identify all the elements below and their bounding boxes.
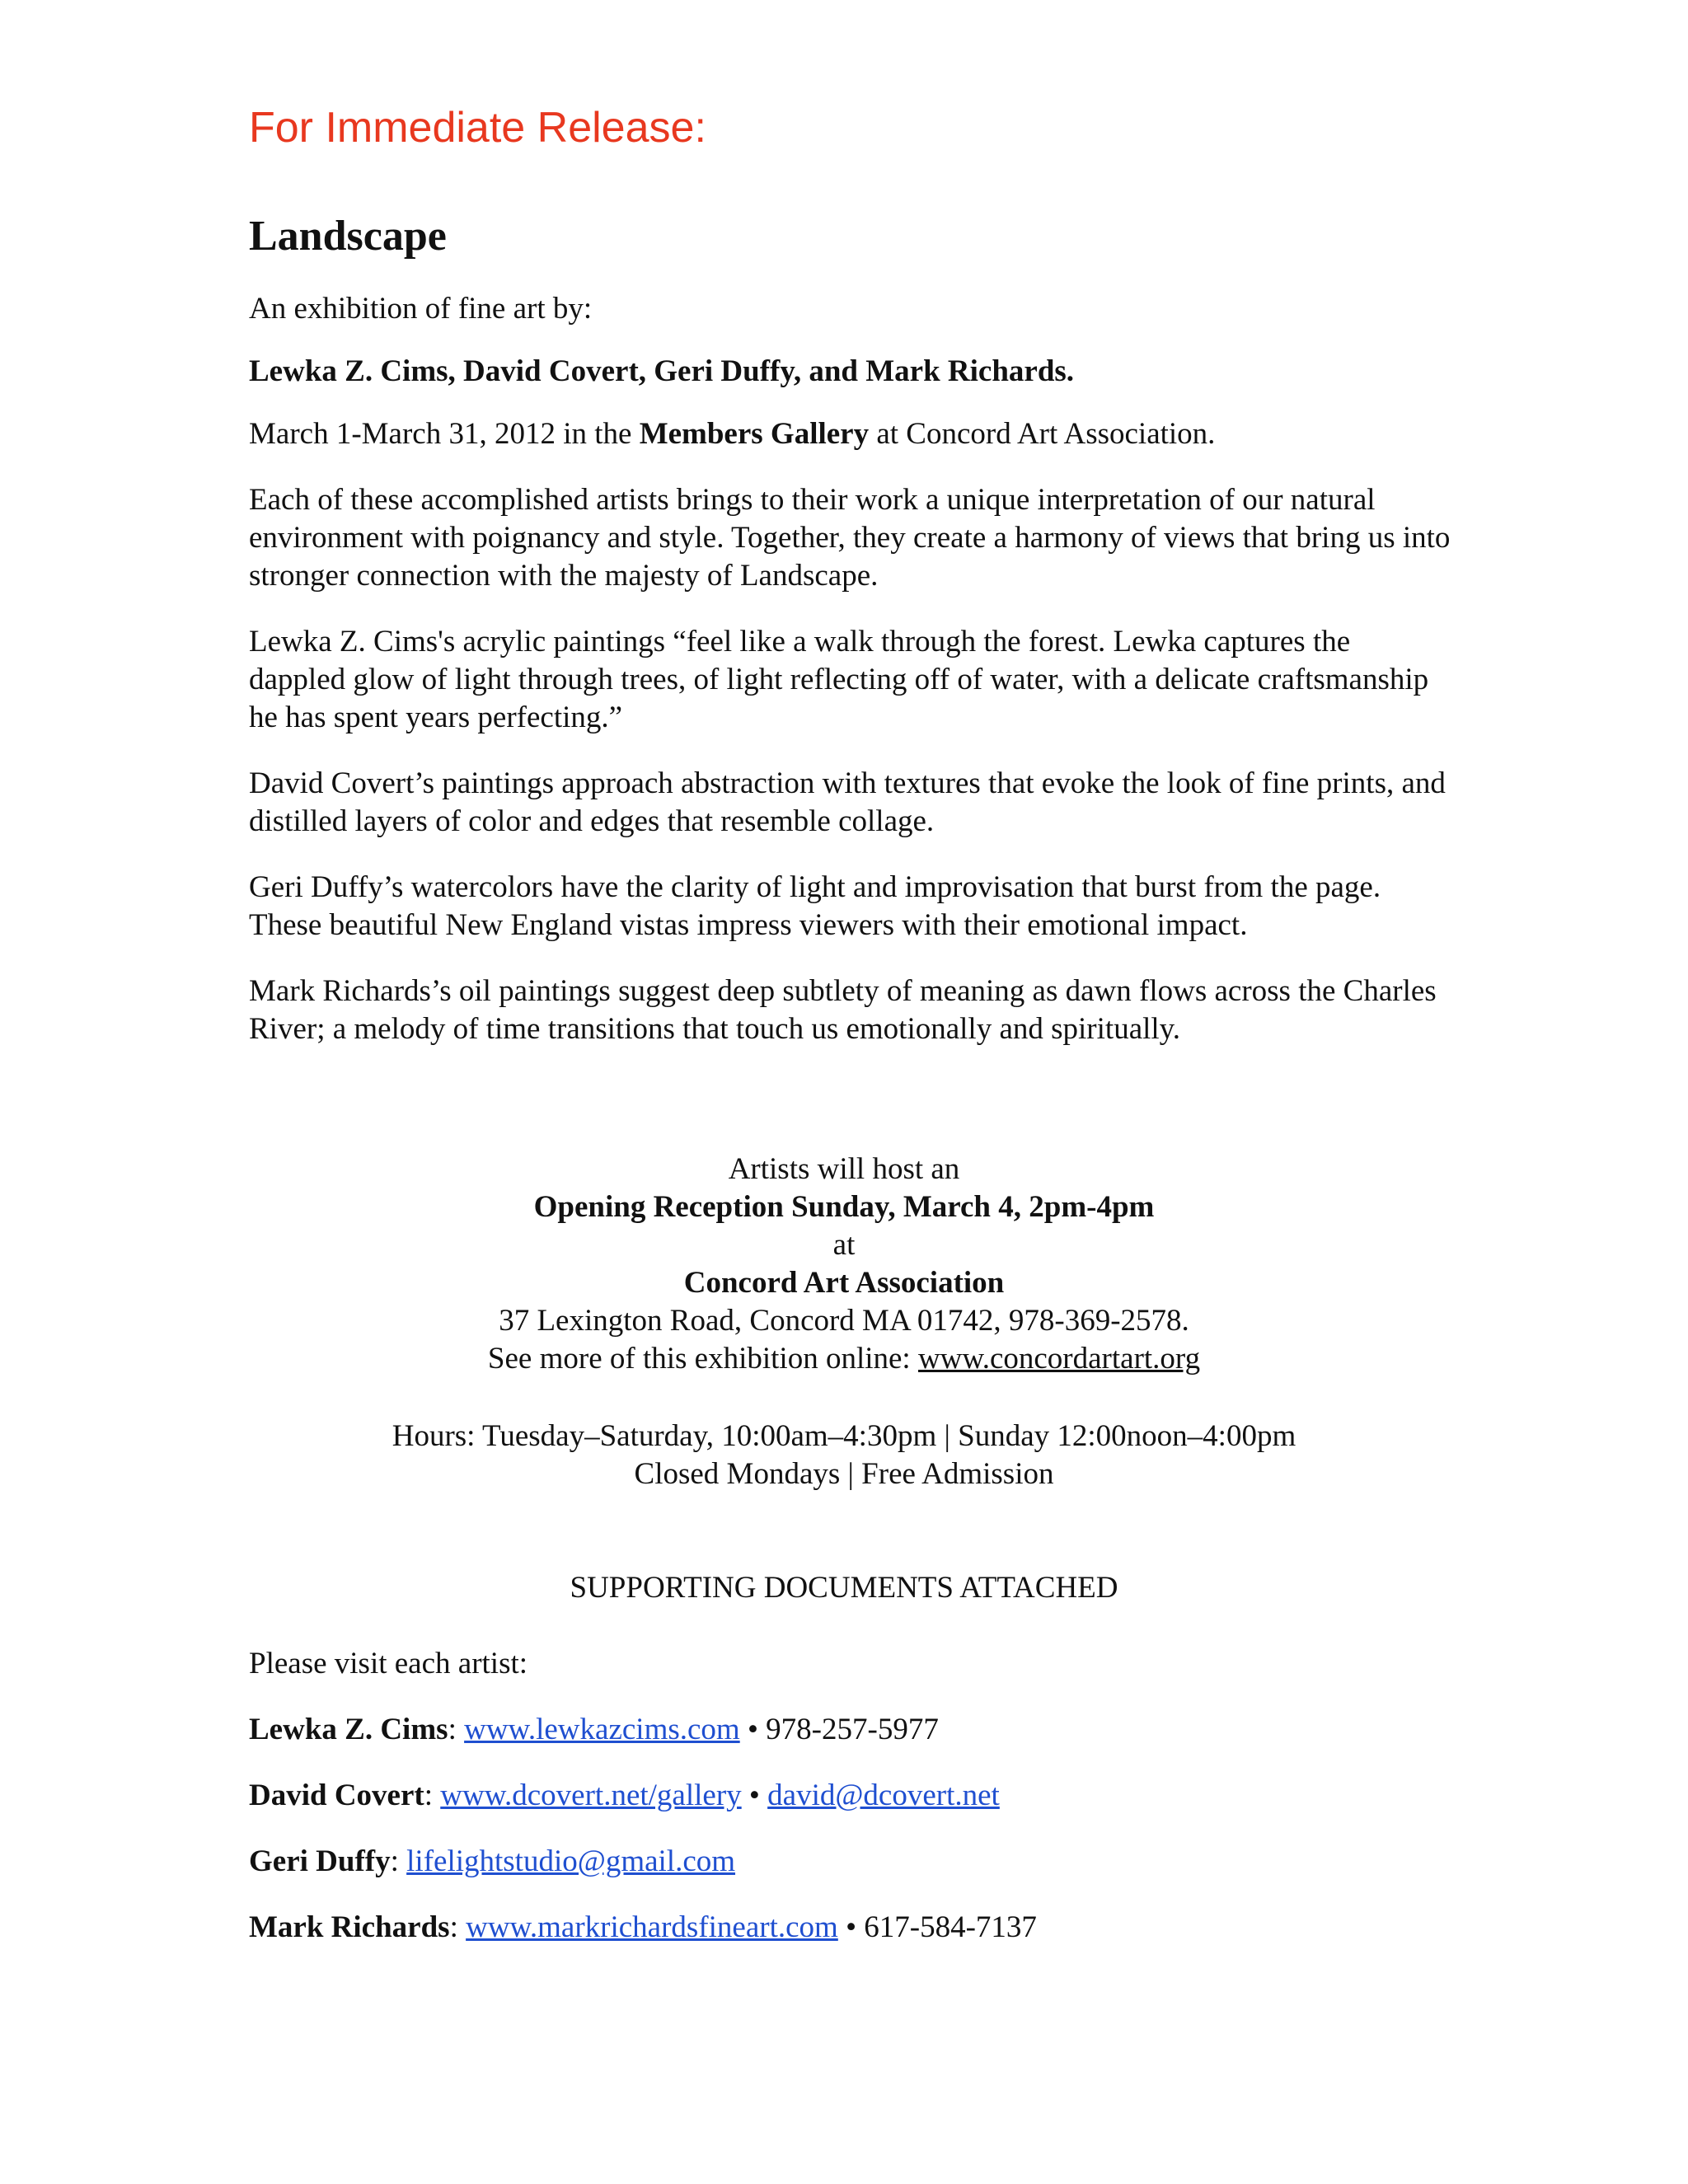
hours-line-1: Hours: Tuesday–Saturday, 10:00am–4:30pm | Sunday 12:00noon–4:00pm bbox=[392, 1419, 1296, 1453]
contact-name: Geri Duffy bbox=[249, 1844, 391, 1878]
contact-richards: Mark Richards: www.markrichardsfineart.com • 617-584-7137 bbox=[249, 1910, 1037, 1944]
richards-website-link[interactable]: www.markrichardsfineart.com bbox=[466, 1910, 838, 1944]
duffy-email-link[interactable]: lifelightstudio@gmail.com bbox=[406, 1844, 736, 1878]
supporting-docs-text: SUPPORTING DOCUMENTS ATTACHED bbox=[570, 1571, 1118, 1605]
hours-block bbox=[0, 1418, 1688, 1493]
artists-line: Lewka Z. Cims, David Covert, Geri Duffy, and Mark Richards. bbox=[249, 354, 1075, 388]
richards-phone: 617-584-7137 bbox=[864, 1910, 1037, 1944]
dates-suffix: at Concord Art Association. bbox=[869, 417, 1216, 451]
visit-text: Please visit each artist: bbox=[249, 1647, 528, 1680]
visit-line bbox=[249, 1645, 1485, 1683]
covert-website-link[interactable]: www.dcovert.net/gallery bbox=[440, 1779, 742, 1812]
exhibition-line: An exhibition of fine art by: bbox=[249, 292, 593, 326]
press-release-body bbox=[249, 99, 1452, 1048]
paragraph-richards: Mark Richards’s oil paintings suggest deep subtlety of meaning as dawn flows across the Charles River; a melody of time transitions that touch us emotionally and spiritually. bbox=[249, 974, 1437, 1046]
supporting-docs bbox=[0, 1569, 1688, 1607]
online-prefix: See more of this exhibition online: bbox=[487, 1342, 918, 1376]
reception-venue: Concord Art Association bbox=[683, 1266, 1005, 1300]
cims-website-link[interactable]: www.lewkazcims.com bbox=[464, 1713, 740, 1746]
bullet-separator: • bbox=[739, 1713, 767, 1746]
covert-email-link[interactable]: david@dcovert.net bbox=[767, 1779, 1000, 1812]
reception-block bbox=[0, 1151, 1688, 1378]
hours-line-2: Closed Mondays | Free Admission bbox=[634, 1457, 1054, 1491]
bullet-separator: • bbox=[837, 1910, 865, 1944]
page-title: Landscape bbox=[249, 213, 447, 260]
paragraph-duffy: Geri Duffy’s watercolors have the clarity of light and improvisation that burst from the page. These beautiful New England vistas impress viewers with their emotional impact. bbox=[249, 870, 1381, 942]
cims-phone: 978-257-5977 bbox=[766, 1713, 939, 1746]
dates-prefix: March 1-March 31, 2012 in the bbox=[249, 417, 640, 451]
contact-name: David Covert bbox=[249, 1779, 424, 1812]
reception-line-1: Artists will host an bbox=[728, 1152, 960, 1186]
bullet-separator: • bbox=[741, 1779, 768, 1812]
contact-name: Mark Richards bbox=[249, 1910, 450, 1944]
contact-cims: Lewka Z. Cims: www.lewkazcims.com • 978-257-5977 bbox=[249, 1713, 939, 1746]
reception-address: 37 Lexington Road, Concord MA 01742, 978-369-2578. bbox=[499, 1304, 1189, 1338]
concord-link[interactable]: www.concordartart.org bbox=[917, 1342, 1201, 1376]
contact-name: Lewka Z. Cims bbox=[249, 1713, 448, 1746]
contact-covert: David Covert: www.dcovert.net/gallery • david@dcovert.net bbox=[249, 1779, 1000, 1812]
paragraph-cims: Lewka Z. Cims's acrylic paintings “feel like a walk through the forest. Lewka captures the dappled glow of light through trees, of light reflecting off of water, with a delicate craftsmanship he has spent years perfecting.” bbox=[249, 625, 1429, 734]
reception-online bbox=[0, 1340, 1688, 1378]
reception-line-2: Opening Reception Sunday, March 4, 2pm-4pm bbox=[533, 1190, 1155, 1224]
release-heading: For Immediate Release: bbox=[249, 104, 706, 152]
reception-line-3: at bbox=[832, 1228, 856, 1262]
dates-line bbox=[249, 415, 1452, 453]
paragraph-overview: Each of these accomplished artists brings to their work a unique interpretation of our natural environment with poignancy and style. Together, they create a harmony of views that bring us into stronger connection with the majesty of Landscape. bbox=[249, 483, 1451, 593]
paragraph-covert: David Covert’s paintings approach abstraction with textures that evoke the look of fine prints, and distilled layers of color and edges that resemble collage. bbox=[249, 766, 1446, 838]
contact-duffy: Geri Duffy: lifelightstudio@gmail.com bbox=[249, 1844, 736, 1878]
gallery-name: Members Gallery bbox=[639, 417, 870, 451]
